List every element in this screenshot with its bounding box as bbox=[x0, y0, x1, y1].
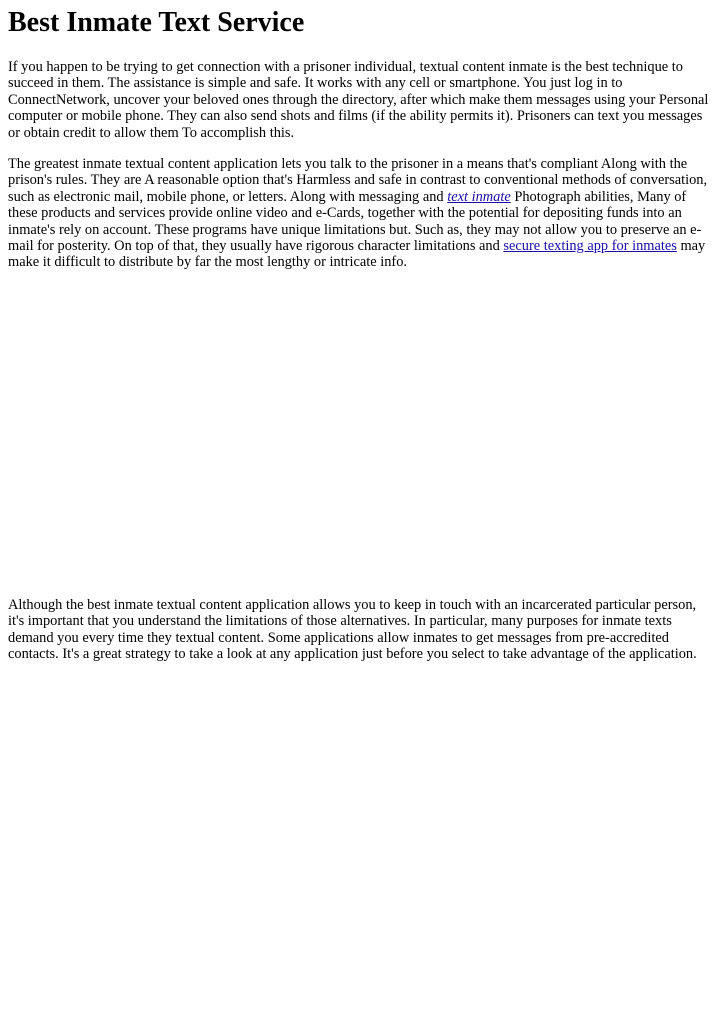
paragraph-intro: If you happen to be trying to get connection with a prisoner individual, textual content inmate is the best technique to succeed in them. The assistance is simple and safe. It works with any cell or smartphone. You just log in to ConnectNetwork, uncover your beloved ones through the directory, after which make them messages using your Personal computer or mobile phone. They can also send shots and films (if the ability permits it). Prisoners can text you messages or obtain credit to allow them To accomplish this. bbox=[8, 59, 709, 141]
document-page bbox=[0, 7, 720, 1025]
paragraph-text-segment: may make it difficult to distribute by far the most lengthy or intricate info. bbox=[8, 238, 706, 271]
paragraph-app-overview bbox=[8, 156, 712, 271]
paragraph-text-segment: Photograph abilities, Many of these products and services provide online video and e-Cards, together with the potential for depositing funds into an inmate's rely on account. These programs have unique limitations but. Such as, they may not allow you to preserve an e-mail for posterity. On top of that, they usually have rigorous character limitations and bbox=[8, 188, 702, 255]
paragraph-limitations: Although the best inmate textual content application allows you to keep in touch with an incarcerated particular person, it's important that you understand the limitations of those alternatives. In particular, many purposes for inmate texts demand you every time they textual content. Some applications allow inmates to get messages from pre-accredited contacts. It's a great strategy to take a look at any application just before you select to take advantage of the application. bbox=[8, 596, 697, 663]
paragraph-text-segment: The greatest inmate textual content application lets you talk to the prisoner in a means that's compliant Along with the prison's rules. They are A reasonable option that's Harmless and safe in contrast to conventional methods of conversation, such as electronic mail, mobile phone, or letters. Along with messaging and bbox=[8, 156, 708, 205]
text-inmate-link[interactable]: text inmate bbox=[447, 188, 511, 205]
secure-texting-app-link[interactable]: secure texting app for inmates bbox=[503, 238, 677, 255]
page-title: Best Inmate Text Service bbox=[8, 7, 305, 38]
